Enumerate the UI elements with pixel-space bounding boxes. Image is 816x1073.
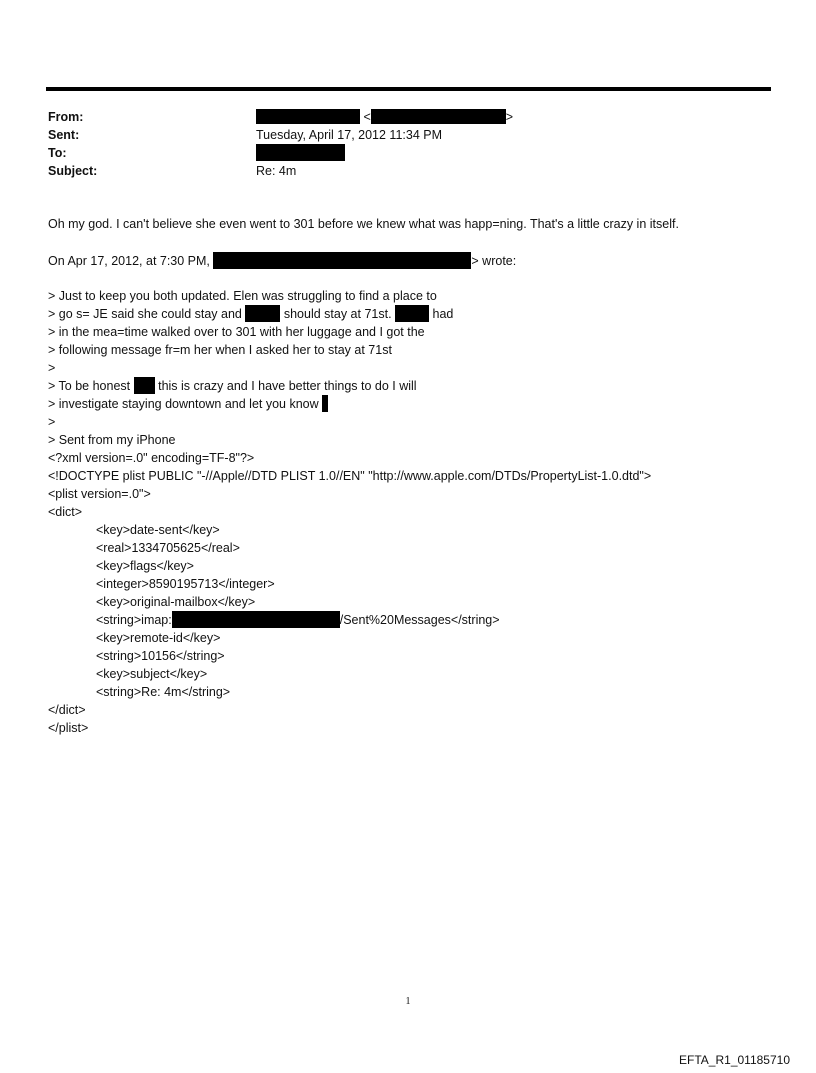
quote-line: [48, 305, 788, 323]
xml-line: [48, 611, 788, 629]
xml-text: <string>imap:: [96, 613, 172, 627]
to-label: To:: [48, 146, 67, 160]
header-rule: [46, 87, 771, 91]
redaction-box: [134, 377, 155, 394]
redaction-box: [245, 305, 280, 322]
quote-line: [48, 377, 788, 395]
redaction-box: [395, 305, 429, 322]
sent-label: Sent:: [48, 128, 80, 142]
redaction-box: [172, 611, 340, 628]
xml-line: <plist version=.0">: [48, 487, 151, 501]
wrote-line: [48, 252, 788, 270]
from-lt: <: [363, 110, 371, 124]
xml-line: <key>subject</key>: [96, 667, 208, 681]
message-line: Oh my god. I can't believe she even went to 301 before we knew what was happ=ning. That's a little crazy in itself.: [48, 217, 679, 231]
xml-line: </plist>: [48, 721, 89, 735]
quote-line: >: [48, 361, 56, 375]
redaction-box: [256, 144, 345, 161]
quote-line: > following message fr=m her when I asked her to stay at 71st: [48, 343, 392, 357]
redaction-box: [256, 109, 360, 124]
quote-line: > Sent from my iPhone: [48, 433, 176, 447]
xml-line: <integer>8590195713</integer>: [96, 577, 275, 591]
quote-text: > go s= JE said she could stay and: [48, 307, 242, 321]
to-value: [256, 144, 345, 162]
quote-line: >: [48, 415, 56, 429]
page-number: 1: [405, 996, 411, 1007]
document-id: EFTA_R1_01185710: [679, 1053, 790, 1067]
quote-line: [48, 395, 788, 413]
subject-value: Re: 4m: [256, 164, 297, 178]
sent-value: Tuesday, April 17, 2012 11:34 PM: [256, 128, 442, 142]
xml-line: <?xml version=.0" encoding=TF-8"?>: [48, 451, 255, 465]
quote-text: should stay at 71st.: [283, 307, 392, 321]
xml-text: /Sent%20Messages</string>: [339, 613, 500, 627]
quote-line: > Just to keep you both updated. Elen was struggling to find a place to: [48, 289, 437, 303]
quote-line: > in the mea=time walked over to 301 with her luggage and I got the: [48, 325, 425, 339]
wrote-suffix: > wrote:: [471, 254, 517, 268]
xml-line: <string>10156</string>: [96, 649, 225, 663]
redaction-box: [371, 109, 506, 124]
from-row: [48, 108, 748, 126]
subject-row: [48, 162, 748, 180]
xml-line: <key>date-sent</key>: [96, 523, 220, 537]
from-label: From:: [48, 110, 84, 124]
subject-label: Subject:: [48, 164, 98, 178]
email-header: [48, 108, 748, 180]
xml-line: <dict>: [48, 505, 83, 519]
from-value: [256, 108, 513, 126]
message-para: [48, 215, 788, 233]
quote-text: had: [432, 307, 454, 321]
quote-text: > investigate staying downtown and let you know: [48, 397, 319, 411]
sent-row: [48, 126, 748, 144]
wrote-prefix: On Apr 17, 2012, at 7:30 PM,: [48, 254, 210, 268]
quoted-block: [48, 287, 788, 737]
xml-line: <!DOCTYPE plist PUBLIC "-//Apple//DTD PLIST 1.0//EN" "http://www.apple.com/DTDs/PropertyList-1.0.dtd">: [48, 469, 652, 483]
quote-text: this is crazy and I have better things to do I will: [158, 379, 417, 393]
xml-line: <real>1334705625</real>: [96, 541, 240, 555]
xml-line: <string>Re: 4m</string>: [96, 685, 231, 699]
redaction-box: [213, 252, 471, 269]
redaction-box: [322, 395, 328, 412]
to-row: [48, 144, 748, 162]
quote-text: > To be honest: [48, 379, 131, 393]
from-gt: >: [505, 110, 514, 124]
xml-line: <key>original-mailbox</key>: [96, 595, 256, 609]
xml-line: <key>remote-id</key>: [96, 631, 221, 645]
xml-line: </dict>: [48, 703, 86, 717]
xml-line: <key>flags</key>: [96, 559, 194, 573]
